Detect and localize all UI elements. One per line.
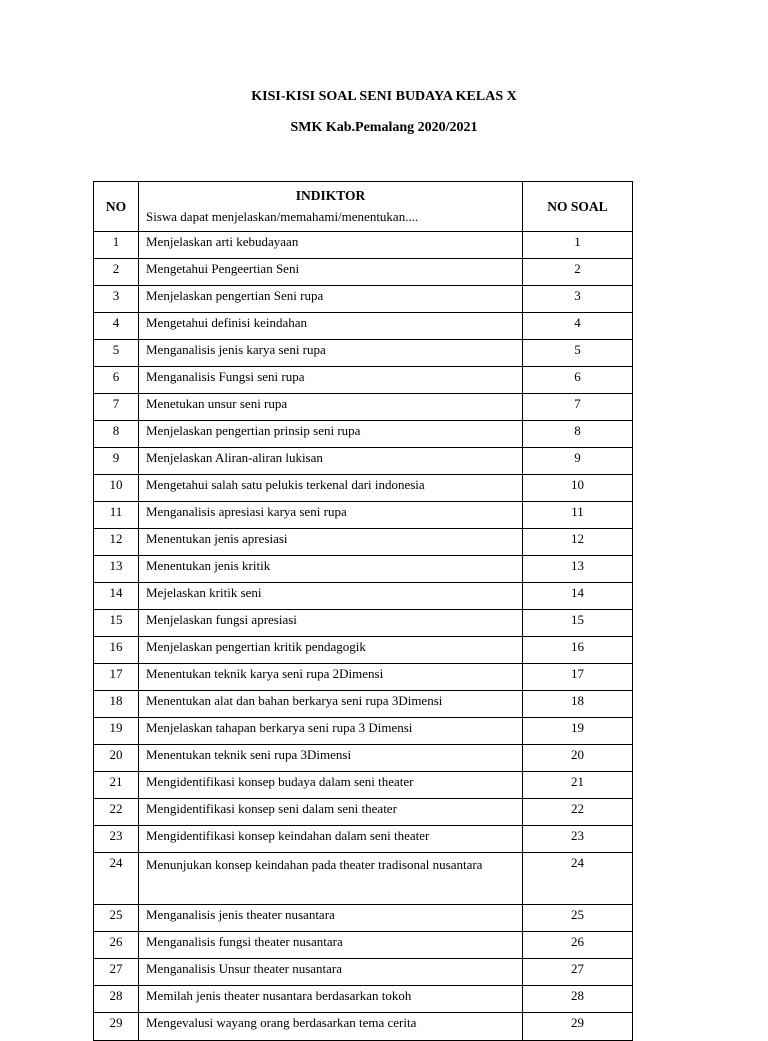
- table-row: [94, 664, 633, 691]
- row-indicator: Menganalisis Fungsi seni rupa: [139, 367, 523, 394]
- table-row: [94, 610, 633, 637]
- table-row: [94, 772, 633, 799]
- row-no-soal: 5: [523, 340, 633, 367]
- header-indicator-title: INDIKTOR: [295, 187, 366, 203]
- row-indicator: Menentukan teknik seni rupa 3Dimensi: [139, 745, 523, 772]
- row-no-soal: 22: [523, 799, 633, 826]
- table-row: [94, 448, 633, 475]
- row-no-soal: 29: [523, 1013, 633, 1041]
- row-no: 6: [94, 367, 139, 394]
- row-indicator: Menjelaskan tahapan berkarya seni rupa 3 Dimensi: [139, 718, 523, 745]
- table-row: [94, 556, 633, 583]
- row-no: 15: [94, 610, 139, 637]
- row-no-soal: 2: [523, 259, 633, 286]
- table-header-row: [94, 182, 633, 232]
- indicator-table: [93, 181, 633, 1041]
- row-no-soal: 15: [523, 610, 633, 637]
- document-subtitle: SMK Kab.Pemalang 2020/2021: [290, 120, 478, 135]
- row-no: 13: [94, 556, 139, 583]
- table-row: [94, 799, 633, 826]
- row-no-soal: 4: [523, 313, 633, 340]
- table-row: [94, 313, 633, 340]
- row-no: 5: [94, 340, 139, 367]
- row-no-soal: 7: [523, 394, 633, 421]
- row-indicator: Mengidentifikasi konsep seni dalam seni theater: [139, 799, 523, 826]
- row-indicator: Menjelaskan pengertian prinsip seni rupa: [139, 421, 523, 448]
- row-indicator: Memilah jenis theater nusantara berdasarkan tokoh: [139, 986, 523, 1013]
- row-no-soal: 11: [523, 502, 633, 529]
- row-indicator: Mengidentifikasi konsep budaya dalam seni theater: [139, 772, 523, 799]
- row-no: 21: [94, 772, 139, 799]
- table-row: [94, 529, 633, 556]
- table-row: [94, 718, 633, 745]
- row-no: 26: [94, 932, 139, 959]
- row-indicator: Mengidentifikasi konsep keindahan dalam seni theater: [139, 826, 523, 853]
- row-indicator: Menetukan unsur seni rupa: [139, 394, 523, 421]
- row-no-soal: 6: [523, 367, 633, 394]
- row-no-soal: 1: [523, 232, 633, 259]
- row-no: 19: [94, 718, 139, 745]
- table-row: [94, 583, 633, 610]
- table-row: [94, 959, 633, 986]
- row-indicator: Menganalisis fungsi theater nusantara: [139, 932, 523, 959]
- row-no-soal: 14: [523, 583, 633, 610]
- header-no: NO: [94, 182, 139, 232]
- row-no-soal: 18: [523, 691, 633, 718]
- table-row: [94, 986, 633, 1013]
- table-row: [94, 340, 633, 367]
- row-indicator: Menentukan jenis apresiasi: [139, 529, 523, 556]
- row-no: 4: [94, 313, 139, 340]
- row-no: 28: [94, 986, 139, 1013]
- table-row: [94, 826, 633, 853]
- row-indicator: Menganalisis apresiasi karya seni rupa: [139, 502, 523, 529]
- row-no: 7: [94, 394, 139, 421]
- row-indicator: Menganalisis jenis karya seni rupa: [139, 340, 523, 367]
- row-no: 29: [94, 1013, 139, 1041]
- row-indicator: Menjelaskan arti kebudayaan: [139, 232, 523, 259]
- row-indicator: Menunjukan konsep keindahan pada theater tradisonal nusantara: [139, 853, 523, 905]
- row-indicator: Menganalisis jenis theater nusantara: [139, 905, 523, 932]
- row-indicator: Menjelaskan pengertian Seni rupa: [139, 286, 523, 313]
- row-no: 16: [94, 637, 139, 664]
- row-indicator: Menjelaskan Aliran-aliran lukisan: [139, 448, 523, 475]
- row-no-soal: 13: [523, 556, 633, 583]
- row-indicator: Menentukan alat dan bahan berkarya seni rupa 3Dimensi: [139, 691, 523, 718]
- table-row: [94, 691, 633, 718]
- table-row: [94, 421, 633, 448]
- row-indicator: Menentukan teknik karya seni rupa 2Dimensi: [139, 664, 523, 691]
- table-row: [94, 367, 633, 394]
- row-no: 11: [94, 502, 139, 529]
- row-indicator: Mengetahui definisi keindahan: [139, 313, 523, 340]
- row-indicator: Menentukan jenis kritik: [139, 556, 523, 583]
- row-no: 25: [94, 905, 139, 932]
- row-no: 2: [94, 259, 139, 286]
- row-no-soal: 25: [523, 905, 633, 932]
- table-row: [94, 502, 633, 529]
- row-indicator: Menjelaskan pengertian kritik pendagogik: [139, 637, 523, 664]
- row-indicator: Mengetahui salah satu pelukis terkenal dari indonesia: [139, 475, 523, 502]
- row-no-soal: 24: [523, 853, 633, 905]
- row-no: 3: [94, 286, 139, 313]
- table-row: [94, 286, 633, 313]
- row-no: 17: [94, 664, 139, 691]
- table-row: [94, 905, 633, 932]
- header-indicator: [139, 182, 523, 232]
- row-no: 1: [94, 232, 139, 259]
- table-row: [94, 232, 633, 259]
- row-indicator: Mejelaskan kritik seni: [139, 583, 523, 610]
- row-no: 20: [94, 745, 139, 772]
- row-no: 22: [94, 799, 139, 826]
- row-no-soal: 28: [523, 986, 633, 1013]
- table-row: [94, 475, 633, 502]
- row-no-soal: 12: [523, 529, 633, 556]
- row-no: 23: [94, 826, 139, 853]
- row-no-soal: 27: [523, 959, 633, 986]
- table-row: [94, 932, 633, 959]
- row-no-soal: 8: [523, 421, 633, 448]
- table-row: [94, 745, 633, 772]
- row-no: 12: [94, 529, 139, 556]
- row-no-soal: 21: [523, 772, 633, 799]
- table-row: [94, 637, 633, 664]
- row-no: 10: [94, 475, 139, 502]
- table-row: [94, 259, 633, 286]
- row-no: 8: [94, 421, 139, 448]
- row-no-soal: 19: [523, 718, 633, 745]
- row-no: 24: [94, 853, 139, 905]
- row-no: 9: [94, 448, 139, 475]
- row-no-soal: 26: [523, 932, 633, 959]
- row-no-soal: 23: [523, 826, 633, 853]
- table-row: [94, 394, 633, 421]
- row-no-soal: 20: [523, 745, 633, 772]
- row-no: 14: [94, 583, 139, 610]
- table-row: [94, 853, 633, 905]
- row-no-soal: 10: [523, 475, 633, 502]
- header-indicator-subtitle: Siswa dapat menjelaskan/memahami/menentukan....: [146, 208, 419, 224]
- document-title: KISI-KISI SOAL SENI BUDAYA KELAS X: [251, 89, 517, 104]
- row-no-soal: 9: [523, 448, 633, 475]
- row-indicator: Mengetahui Pengeertian Seni: [139, 259, 523, 286]
- row-no-soal: 3: [523, 286, 633, 313]
- table-row: [94, 1013, 633, 1041]
- row-indicator: Mengevalusi wayang orang berdasarkan tema cerita: [139, 1013, 523, 1041]
- row-no: 18: [94, 691, 139, 718]
- row-indicator: Menjelaskan fungsi apresiasi: [139, 610, 523, 637]
- row-no: 27: [94, 959, 139, 986]
- row-no-soal: 17: [523, 664, 633, 691]
- row-indicator: Menganalisis Unsur theater nusantara: [139, 959, 523, 986]
- header-no-soal: NO SOAL: [523, 182, 633, 232]
- row-no-soal: 16: [523, 637, 633, 664]
